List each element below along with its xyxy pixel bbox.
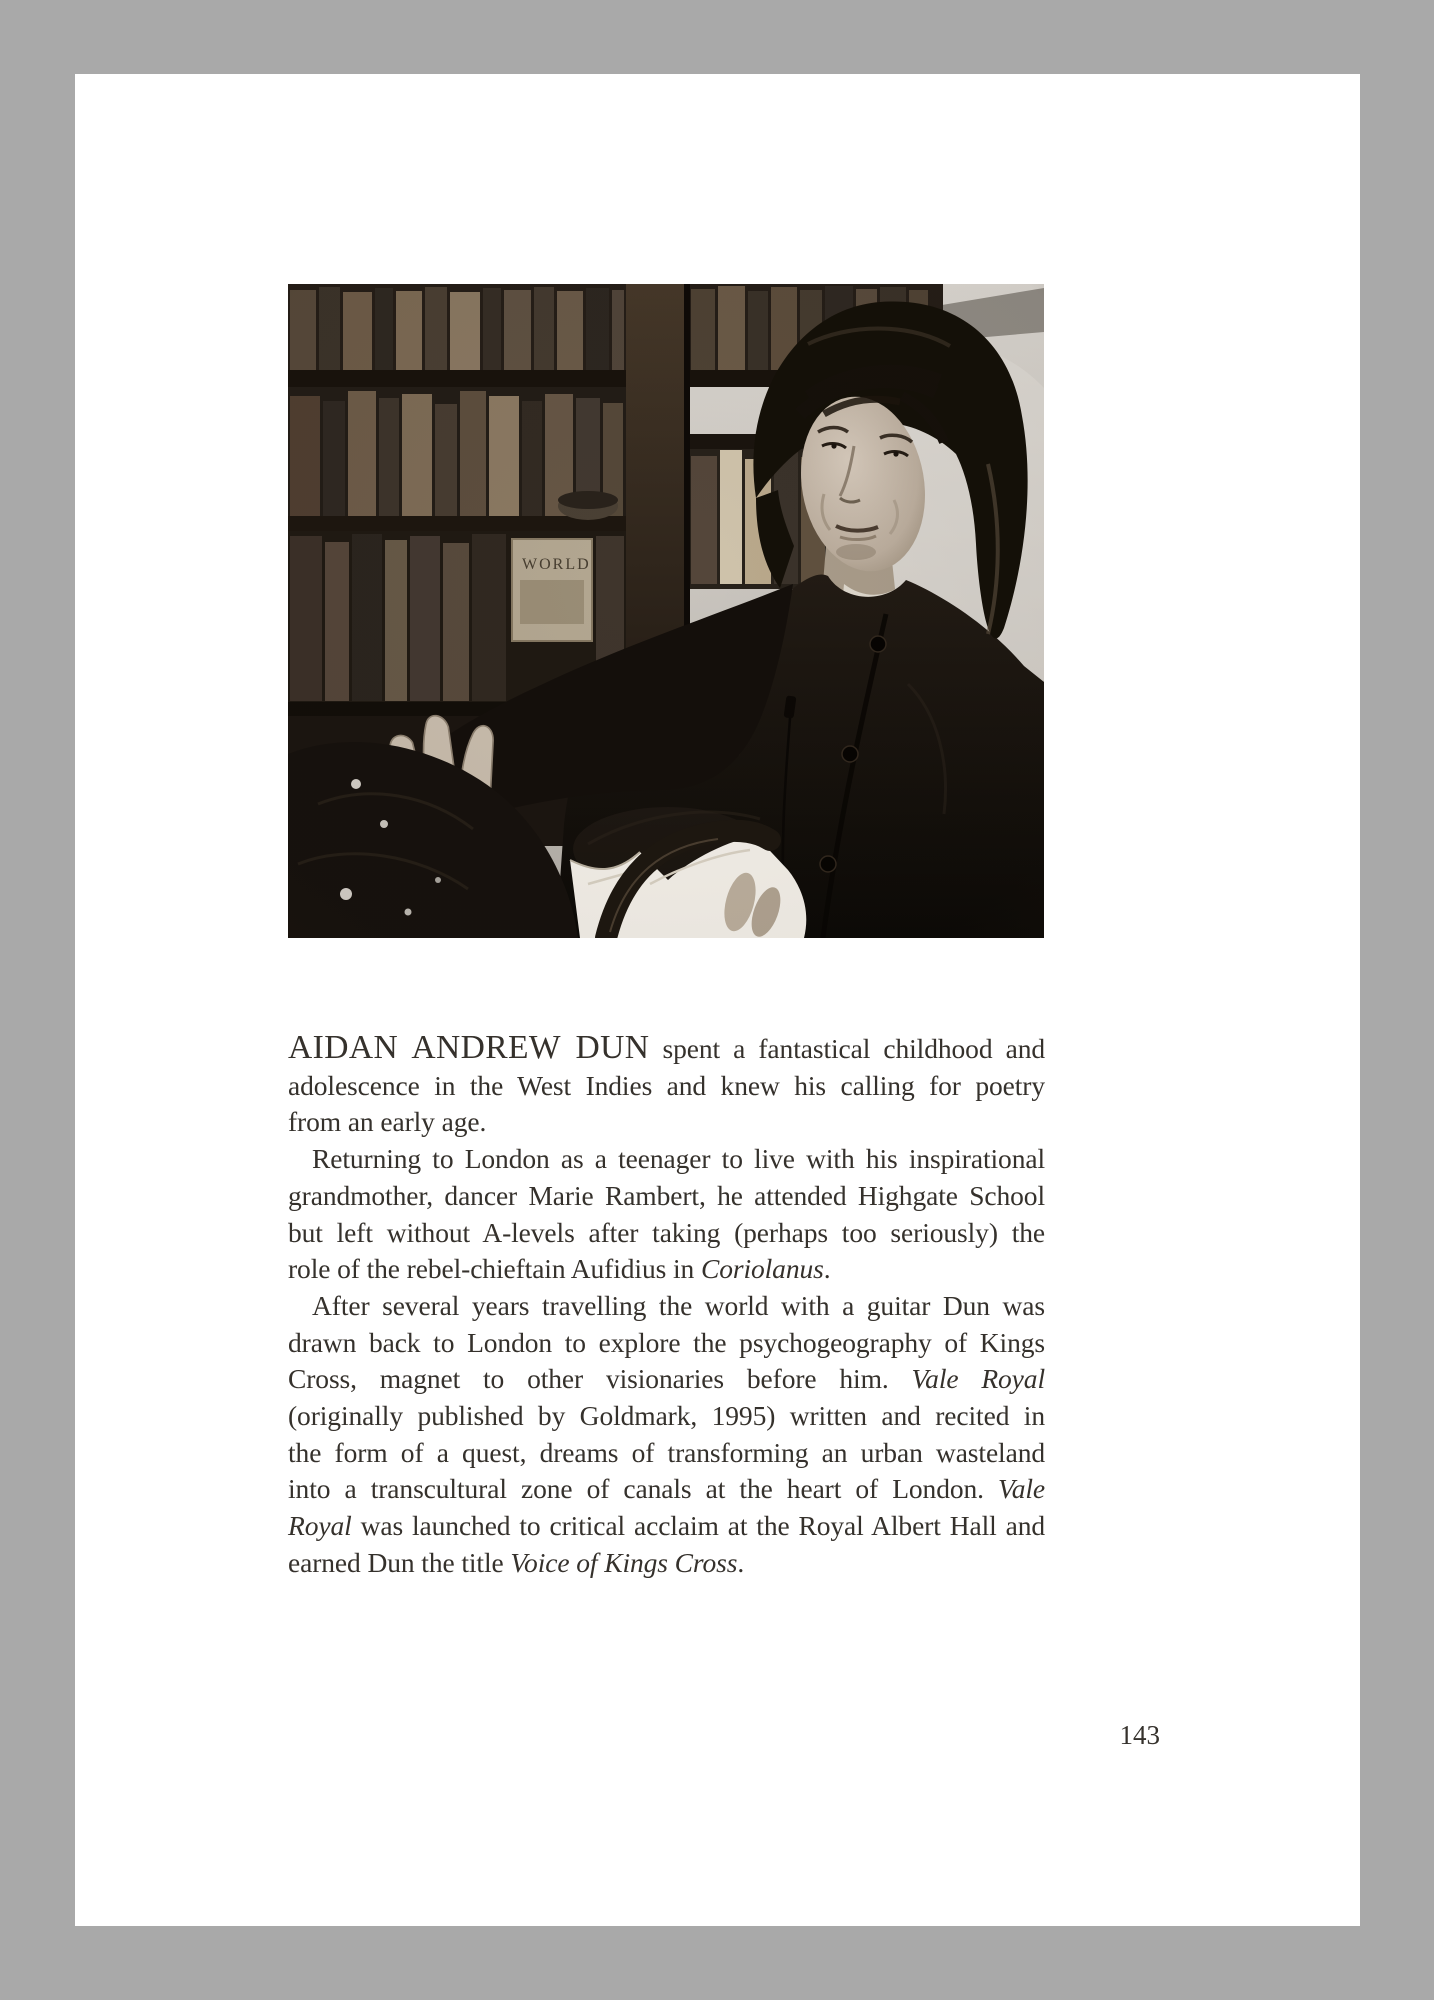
body-text [288,1030,1045,1582]
text-line [288,1104,1045,1141]
text-line [288,1435,1045,1472]
italic-text: Voice of Kings Cross [510,1546,738,1578]
text-line [288,1178,1045,1215]
book-page [75,74,1360,1926]
body-text-segment: grandmother, dancer Marie Rambert, he attended Highgate School [288,1179,1045,1211]
text-line [288,1288,1045,1325]
body-text-segment: but left without A-levels after taking (perhaps too seriously) the [288,1216,1045,1248]
body-text-segment: from an early age. [288,1106,487,1138]
body-text-segment: earned Dun the title [288,1546,511,1578]
italic-text: Royal [288,1510,352,1542]
text-line [288,1068,1045,1105]
text-line [288,1325,1045,1362]
body-text-segment: spent a fantastical childhood and [649,1033,1045,1064]
body-text-segment: After several years travelling the world with a guitar Dun was [312,1289,1045,1321]
body-text-segment: Cross, magnet to other visionaries before him. [288,1363,912,1395]
text-line [288,1141,1045,1178]
text-line [288,1361,1045,1398]
body-text-segment: drawn back to London to explore the psychogeography of Kings [288,1326,1045,1358]
body-text-segment: Returning to London as a teenager to live with his inspirational [312,1143,1045,1175]
text-line [288,1545,1045,1582]
body-text-segment: role of the rebel-chieftain Aufidius in [288,1253,701,1285]
body-text-segment: the form of a quest, dreams of transforming an urban wasteland [288,1436,1045,1468]
text-line [288,1030,1045,1068]
body-text-segment: adolescence in the West Indies and knew his calling for poetry [288,1069,1045,1101]
text-line [288,1508,1045,1545]
body-text-segment: . [823,1253,831,1285]
text-line [288,1251,1045,1288]
page-number: 143 [1119,1720,1160,1750]
body-text-segment: . [737,1546,745,1578]
body-text-segment: into a transcultural zone of canals at the heart of London. [288,1473,999,1505]
author-photo [288,284,1044,938]
author-name-caps: AIDAN ANDREW DUN [288,1029,650,1066]
body-text-segment: was launched to critical acclaim at the Royal Albert Hall and [351,1510,1045,1542]
text-line [288,1471,1045,1508]
text-line [288,1398,1045,1435]
italic-text: Coriolanus [700,1253,824,1285]
body-text-segment: (originally published by Goldmark, 1995) written and recited in [288,1400,1045,1432]
italic-text: Vale [998,1473,1045,1505]
italic-text: Vale Royal [911,1363,1045,1395]
text-line [288,1215,1045,1252]
